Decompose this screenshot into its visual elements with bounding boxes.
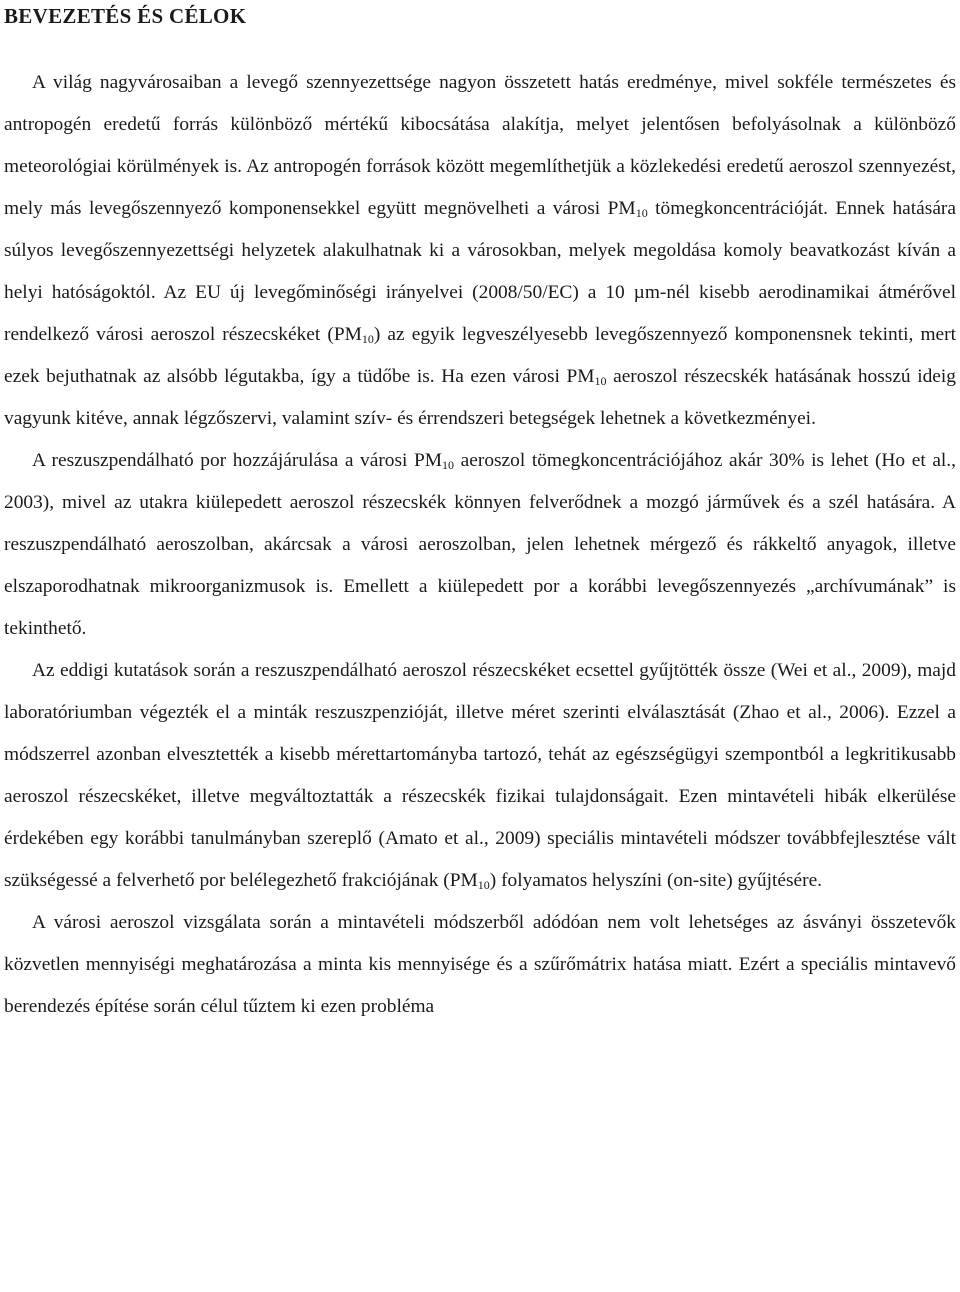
paragraph-2-text-a: A reszuszpendálható por hozzájárulása a városi PM: [32, 450, 443, 471]
paragraph-2-text-b: aeroszol tömegkoncentrációjához akár 30% is lehet (Ho et al., 2003), mivel az utakra kiülepedett aeroszol részecskék könnyen felverődnek a mozgó járművek és a szél hatására. A reszuszpendálható aeroszolban, akárcsak a városi aeroszolban, jelen lehetnek mérgező és rákkeltő anyagok, illetve elszaporodhatnak mikroorganizmusok is. Emellett a kiülepedett por a korábbi levegőszennyezés „archívumának” is tekinthető.: [4, 450, 957, 639]
paragraph-1-text-d: aeroszol részecskék hatásának hosszú ideig vagyunk kitéve, annak légzőszervi, valamint szív- és érrendszeri betegségek lehetnek a következményei.: [4, 366, 956, 429]
paragraph-2: [4, 440, 956, 650]
paragraph-1-text-b: tömegkoncentrációját. Ennek hatására súlyos levegőszennyezettségi helyzetek alakulhatnak ki a városokban, melyek megoldása komoly beavatkozást kíván a helyi hatóságoktól. Az EU új levegőminőségi irányelvei (2008/50/EC) a 10 µm-nél kisebb aerodinamikai átmérővel rendelkező városi aeroszol részecskéket (PM: [4, 198, 956, 345]
paragraph-1-text-c: ) az egyik legveszélyesebb levegőszennyező komponensnek tekinti, mert ezek bejuthatnak az alsóbb légutakba, így a tüdőbe is. Ha ezen városi PM: [4, 324, 956, 387]
paragraph-1: [4, 62, 956, 440]
paragraph-1-text-a: A világ nagyvárosaiban a levegő szennyezettsége nagyon összetett hatás eredménye, mivel sokféle természetes és antropogén eredetű forrás különböző mértékű kibocsátása alakítja, melyet jelentősen befolyásolnak a különböző meteorológiai körülmények is. Az antropogén források között megemlíthetjük a közlekedési eredetű aeroszol szennyezést, mely más levegőszennyező komponensekkel együtt megnövelheti a városi PM: [4, 72, 956, 219]
paragraph-4-text-a: A városi aeroszol vizsgálata során a mintavételi módszerből adódóan nem volt lehetséges az ásványi összetevők közvetlen mennyiségi meghatározása a minta kis mennyisége és a szűrőmátrix hatása miatt. Ezért a speciális mintavevő berendezés építése során célul tűztem ki ezen probléma: [4, 912, 956, 1017]
paragraph-4: [4, 902, 956, 1028]
pm10-subscript: 10: [361, 332, 374, 346]
paragraph-3-text-b: ) folyamatos helyszíni (on-site) gyűjtésére.: [489, 870, 823, 891]
paragraph-3: [4, 650, 956, 902]
pm10-subscript: 10: [442, 458, 455, 472]
pm10-subscript: 10: [477, 878, 490, 892]
pm10-subscript: 10: [594, 374, 607, 388]
pm10-subscript: 10: [635, 206, 648, 220]
paragraph-3-text-a: Az eddigi kutatások során a reszuszpendálható aeroszol részecskéket ecsettel gyűjtötték össze (Wei et al., 2009), majd laboratóriumban végezték el a minták reszuszpenzióját, illetve méret szerinti elválasztását (Zhao et al., 2006). Ezzel a módszerrel azonban elvesztették a kisebb mérettartományba tartozó, tehát az egészségügyi szempontból a legkritikusabb aeroszol részecskéket, illetve megváltoztatták a részecskék fizikai tulajdonságait. Ezen mintavételi hibák elkerülése érdekében egy korábbi tanulmányban szereplő (Amato et al., 2009) speciális mintavételi módszer továbbfejlesztése vált szükségessé a felverhető por belélegezhető frakciójának (PM: [4, 660, 956, 891]
section-heading: BEVEZETÉS ÉS CÉLOK: [4, 4, 247, 28]
